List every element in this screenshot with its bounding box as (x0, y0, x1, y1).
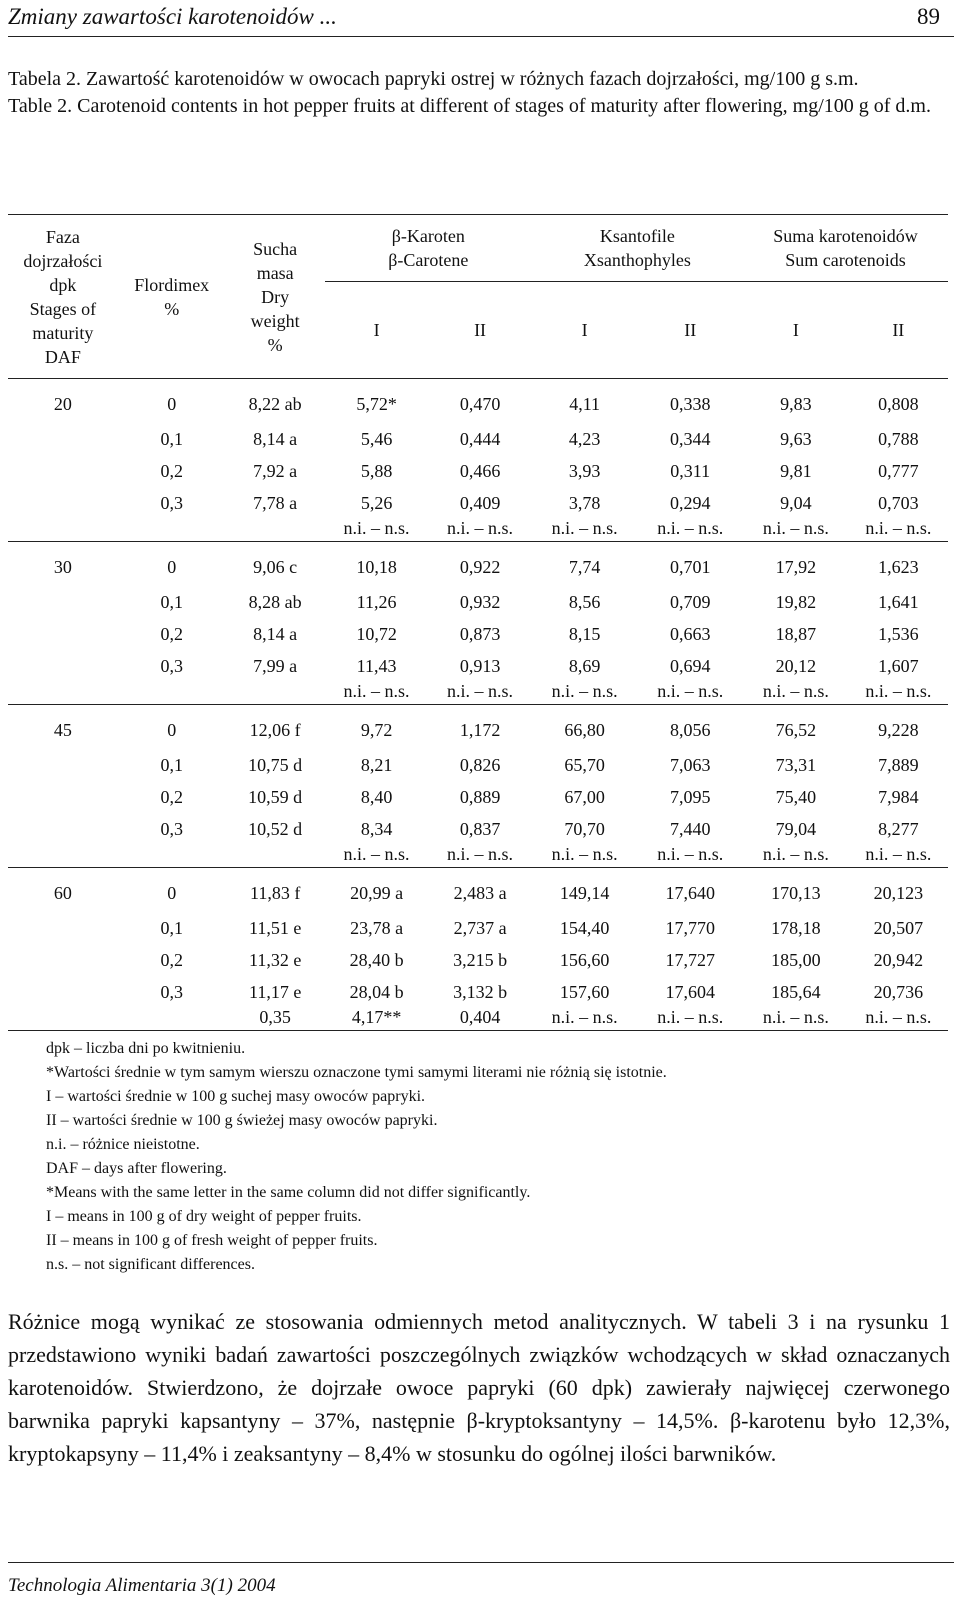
table-header (8, 215, 948, 379)
table-cell: 3,78 (568, 492, 601, 513)
table-row (8, 618, 948, 650)
table-row (8, 813, 948, 845)
running-header (8, 2, 954, 37)
table-notes (46, 1037, 926, 1277)
stage-cell (8, 423, 118, 455)
table-cell: 0,837 (459, 818, 501, 839)
table-cell: 185,64 (771, 981, 821, 1002)
significance-cell: 4,17** (351, 1007, 402, 1027)
table-cell: 0,294 (669, 492, 711, 513)
table-cell: 0,913 (459, 655, 501, 676)
significance-cell: n.i. – n.s. (343, 681, 410, 701)
page-number: 89 (917, 4, 940, 29)
header-stage: Faza dojrzałości dpk Stages of maturity DAF (23, 226, 103, 367)
table-cell: 0,932 (459, 591, 501, 612)
table-cell: 11,51 e (249, 917, 302, 938)
table-cell: 9,228 (878, 719, 919, 740)
table-cell: 3,93 (568, 460, 601, 481)
table-cell: 76,52 (775, 719, 817, 740)
stage-cell (8, 976, 118, 1008)
table-row (8, 455, 948, 487)
significance-cell: n.i. – n.s. (865, 681, 932, 701)
table-cell: 0,3 (160, 981, 183, 1002)
stage-group (8, 542, 948, 705)
significance-cell (226, 682, 325, 705)
body-paragraph: Różnice mogą wynikać ze stosowania odmiennych metod analitycznych. W tabeli 3 i na rysunku 1 przedstawiono wyniki badań zawartości poszczególnych związków wchodzących w skład oznaczanych karotenoidów. Stwierdzono, że dojrzałe owoce papryki (60 dpk) zawierały najwięcej czerwonego barwnika papryki kapsantyny – 37%, następnie β-kryptoksantyny – 14,5%. β-karotenu było 12,3%, kryptokapsyny – 11,4% i zeaksantyny – 8,4% w stosunku do ogólnej ilości barwników. (8, 1309, 950, 1466)
table-cell: 28,04 b (349, 981, 404, 1002)
significance-cell: n.i. – n.s. (657, 844, 724, 864)
table-row (8, 586, 948, 618)
table-cell: 0,808 (878, 393, 919, 414)
significance-cell: n.i. – n.s. (762, 844, 829, 864)
table-cell: 17,604 (665, 981, 715, 1002)
table-cell: 8,22 ab (248, 393, 302, 414)
table-cell: 20,12 (775, 655, 817, 676)
stage-group (8, 705, 948, 868)
significance-cell: n.i. – n.s. (343, 844, 410, 864)
table-cell: 12,06 f (249, 719, 301, 740)
table-cell: 8,28 ab (248, 591, 302, 612)
significance-row (8, 682, 948, 705)
table-cell: 0,2 (160, 460, 183, 481)
table-cell: 185,00 (771, 949, 821, 970)
table-cell: 70,70 (564, 818, 605, 839)
note: II – means in 100 g of fresh weight of pepper fruits. (46, 1232, 378, 1249)
significance-cell: n.i. – n.s. (865, 518, 932, 538)
table-cell: 79,04 (775, 818, 817, 839)
significance-cell (118, 519, 226, 542)
table-cell: 0,703 (878, 492, 919, 513)
table-cell: 156,60 (559, 949, 610, 970)
table-cell: 20,942 (873, 949, 924, 970)
journal-name: Technologia Alimentaria 3(1) 2004 (8, 1575, 276, 1596)
table-row (8, 542, 948, 587)
table-cell: 17,92 (775, 556, 817, 577)
table-cell: 0,470 (459, 393, 501, 414)
header-beta-carotene: β-Karoten β-Carotene (325, 215, 532, 282)
table-cell: 4,11 (569, 393, 601, 414)
table-cell: 0,3 (160, 655, 183, 676)
table-cell: 0,889 (459, 786, 501, 807)
table-cell: 5,72* (356, 393, 397, 414)
table-cell: 0,922 (459, 556, 501, 577)
table-cell: 178,18 (771, 917, 821, 938)
note: I – means in 100 g of dry weight of pepper fruits. (46, 1208, 362, 1225)
stage-cell (8, 682, 118, 705)
table-cell: 8,056 (669, 719, 711, 740)
caption-polish: Tabela 2. Zawartość karotenoidów w owocach papryki ostrej w różnych fazach dojrzałości, mg/100 g s.m. (8, 68, 859, 90)
table-cell: 0 (167, 719, 177, 740)
header-dry-mass: Sucha masa Dry weight % (250, 238, 300, 355)
table-cell: 75,40 (775, 786, 817, 807)
table-cell: 0,2 (160, 786, 183, 807)
note: *Means with the same letter in the same column did not differ significantly. (46, 1184, 531, 1201)
subheader-ii: II (892, 320, 905, 340)
significance-cell (226, 845, 325, 868)
significance-cell (118, 682, 226, 705)
table-row (8, 912, 948, 944)
table-row (8, 868, 948, 913)
table-cell: 20,736 (873, 981, 924, 1002)
table-cell: 0,338 (669, 393, 711, 414)
stage-cell: 30 (53, 556, 72, 577)
significance-cell (118, 1008, 226, 1031)
table-cell: 11,26 (356, 591, 397, 612)
subheader-ii: II (684, 320, 697, 340)
table-cell: 9,04 (780, 492, 812, 513)
table-cell: 0,3 (160, 818, 183, 839)
table-cell: 5,26 (360, 492, 393, 513)
table-cell: 1,172 (459, 719, 501, 740)
table-cell: 5,88 (360, 460, 393, 481)
note: II – wartości średnie w 100 g świeżej masy owoców papryki. (46, 1112, 438, 1129)
stage-cell (8, 749, 118, 781)
significance-cell: n.i. – n.s. (343, 518, 410, 538)
significance-cell: n.i. – n.s. (657, 1007, 724, 1027)
table-cell: 0 (167, 882, 177, 903)
table-cell: 0,709 (669, 591, 711, 612)
stage-cell (8, 487, 118, 519)
significance-cell: n.i. – n.s. (762, 518, 829, 538)
table-cell: 0,409 (459, 492, 501, 513)
table-cell: 0,788 (878, 428, 919, 449)
table-cell: 11,83 f (250, 882, 301, 903)
stage-cell: 60 (53, 882, 72, 903)
table-cell: 11,32 e (249, 949, 302, 970)
table-cell: 23,78 a (350, 917, 404, 938)
significance-cell: n.i. – n.s. (657, 681, 724, 701)
table-row (8, 944, 948, 976)
table-cell: 8,277 (878, 818, 919, 839)
stage-cell: 45 (53, 719, 72, 740)
stage-cell (8, 519, 118, 542)
table-cell: 19,82 (775, 591, 817, 612)
table-row (8, 749, 948, 781)
table-cell: 67,00 (564, 786, 605, 807)
significance-row (8, 845, 948, 868)
table-row (8, 487, 948, 519)
note: DAF – days after flowering. (46, 1160, 227, 1177)
header-xanthophylls: Ksantofile Xsanthophyles (532, 215, 743, 282)
significance-cell: n.i. – n.s. (551, 518, 618, 538)
table-cell: 0 (167, 556, 177, 577)
table-cell: 17,770 (665, 917, 715, 938)
significance-cell: 0,404 (459, 1007, 501, 1027)
stage-cell (8, 650, 118, 682)
table-cell: 20,99 a (350, 882, 404, 903)
table-cell: 0,1 (160, 754, 183, 775)
table-cell: 1,607 (878, 655, 919, 676)
significance-cell: n.i. – n.s. (551, 1007, 618, 1027)
significance-cell (118, 845, 226, 868)
subheader-ii: II (474, 320, 487, 340)
table-cell: 0,1 (160, 428, 183, 449)
table-cell: 17,727 (665, 949, 715, 970)
table-cell: 18,87 (775, 623, 817, 644)
header-sum-carotenoids: Suma karotenoidów Sum carotenoids (743, 215, 948, 282)
table-cell: 7,984 (878, 786, 919, 807)
significance-cell: n.i. – n.s. (762, 1007, 829, 1027)
stage-cell (8, 845, 118, 868)
stage-cell (8, 781, 118, 813)
stage-cell (8, 912, 118, 944)
table-cell: 9,72 (360, 719, 393, 740)
significance-cell: n.i. – n.s. (551, 681, 618, 701)
stage-cell (8, 813, 118, 845)
table-cell: 1,536 (878, 623, 919, 644)
table-cell: 170,13 (771, 882, 821, 903)
stage-cell (8, 944, 118, 976)
caption-english: Table 2. Carotenoid contents in hot pepper fruits at different of stages of maturity after flowering, mg/100 g of d.m. (8, 95, 931, 117)
table-cell: 4,23 (568, 428, 601, 449)
table-row (8, 650, 948, 682)
table-cell: 0,701 (669, 556, 711, 577)
table-cell: 3,215 b (453, 949, 508, 970)
table-cell: 20,123 (873, 882, 924, 903)
table-row (8, 379, 948, 424)
note: *Wartości średnie w tym samym wierszu oznaczone tymi samymi literami nie różnią się istotnie. (46, 1064, 667, 1081)
table-cell: 2,483 a (453, 882, 507, 903)
table-cell: 1,641 (878, 591, 919, 612)
table-row (8, 705, 948, 750)
table-cell: 0,311 (670, 460, 711, 481)
table-row (8, 781, 948, 813)
table-cell: 0,777 (878, 460, 919, 481)
table-cell: 7,74 (568, 556, 601, 577)
table-cell: 7,095 (669, 786, 711, 807)
subheader-i: I (792, 320, 799, 340)
stage-cell (8, 455, 118, 487)
table-cell: 2,737 a (453, 917, 507, 938)
table-cell: 154,40 (559, 917, 610, 938)
table-cell: 11,43 (356, 655, 397, 676)
stage-group (8, 379, 948, 542)
stage-cell: 20 (53, 393, 72, 414)
significance-cell: n.i. – n.s. (447, 844, 514, 864)
subheader-i: I (373, 320, 380, 340)
table-cell: 8,21 (360, 754, 393, 775)
note: dpk – liczba dni po kwitnieniu. (46, 1040, 246, 1057)
running-title: Zmiany zawartości karotenoidów ... (8, 4, 337, 29)
significance-cell: n.i. – n.s. (447, 518, 514, 538)
carotenoid-table (8, 214, 948, 1031)
table-cell: 20,507 (873, 917, 924, 938)
table-cell: 9,81 (780, 460, 812, 481)
significance-cell: n.i. – n.s. (865, 844, 932, 864)
note: n.s. – not significant differences. (46, 1256, 255, 1273)
table-cell: 0,2 (160, 949, 183, 970)
table-cell: 0,1 (160, 591, 183, 612)
table-cell: 7,440 (669, 818, 711, 839)
table-cell: 73,31 (775, 754, 817, 775)
table-cell: 0,444 (459, 428, 501, 449)
table-cell: 8,14 a (253, 428, 298, 449)
table-cell: 9,83 (780, 393, 812, 414)
table-cell: 10,72 (356, 623, 397, 644)
significance-cell: n.i. – n.s. (762, 681, 829, 701)
subheader-i: I (581, 320, 588, 340)
significance-cell: n.i. – n.s. (865, 1007, 932, 1027)
table-cell: 17,640 (665, 882, 715, 903)
table-cell: 10,18 (356, 556, 397, 577)
table-cell: 11,17 e (249, 981, 302, 1002)
table-cell: 0,466 (459, 460, 501, 481)
table-row (8, 976, 948, 1008)
table-cell: 0,3 (160, 492, 183, 513)
table-cell: 157,60 (559, 981, 610, 1002)
significance-row (8, 1008, 948, 1031)
table-cell: 0,694 (669, 655, 711, 676)
table-cell: 8,69 (568, 655, 601, 676)
table-cell: 0,663 (669, 623, 711, 644)
table-cell: 7,063 (669, 754, 711, 775)
table-cell: 8,34 (360, 818, 393, 839)
table-cell: 7,92 a (253, 460, 298, 481)
significance-cell: n.i. – n.s. (551, 844, 618, 864)
table-cell: 28,40 b (349, 949, 404, 970)
stage-cell (8, 618, 118, 650)
note: n.i. – różnice nieistotne. (46, 1136, 200, 1153)
table-cell: 9,63 (780, 428, 812, 449)
significance-cell: 0,35 (259, 1007, 291, 1027)
table-cell: 8,14 a (253, 623, 298, 644)
header-flordimex: Flordimex % (134, 274, 210, 319)
stage-cell (8, 1008, 118, 1031)
table-cell: 10,52 d (248, 818, 303, 839)
significance-cell: n.i. – n.s. (447, 681, 514, 701)
table-cell: 0,1 (160, 917, 183, 938)
table-cell: 8,40 (360, 786, 393, 807)
table-cell: 149,14 (559, 882, 610, 903)
table-cell: 9,06 c (253, 556, 298, 577)
significance-cell (226, 519, 325, 542)
table-cell: 0 (167, 393, 177, 414)
table-cell: 0,826 (459, 754, 501, 775)
table-cell: 3,132 b (453, 981, 508, 1002)
page-footer (8, 1562, 954, 1597)
table-cell: 1,623 (878, 556, 919, 577)
table-cell: 10,59 d (248, 786, 303, 807)
table-cell: 0,344 (669, 428, 711, 449)
table-cell: 7,99 a (253, 655, 298, 676)
table-cell: 66,80 (564, 719, 605, 740)
table-cell: 7,78 a (253, 492, 298, 513)
table-cell: 10,75 d (248, 754, 303, 775)
significance-cell: n.i. – n.s. (657, 518, 724, 538)
table-caption (8, 66, 948, 120)
table-cell: 7,889 (878, 754, 919, 775)
stage-group (8, 868, 948, 1031)
note: I – wartości średnie w 100 g suchej masy owoców papryki. (46, 1088, 426, 1105)
table-cell: 8,56 (568, 591, 601, 612)
table-cell: 0,2 (160, 623, 183, 644)
table-cell: 8,15 (568, 623, 601, 644)
stage-cell (8, 586, 118, 618)
table-cell: 65,70 (564, 754, 605, 775)
significance-row (8, 519, 948, 542)
table-cell: 5,46 (360, 428, 393, 449)
table-row (8, 423, 948, 455)
table-cell: 0,873 (459, 623, 501, 644)
